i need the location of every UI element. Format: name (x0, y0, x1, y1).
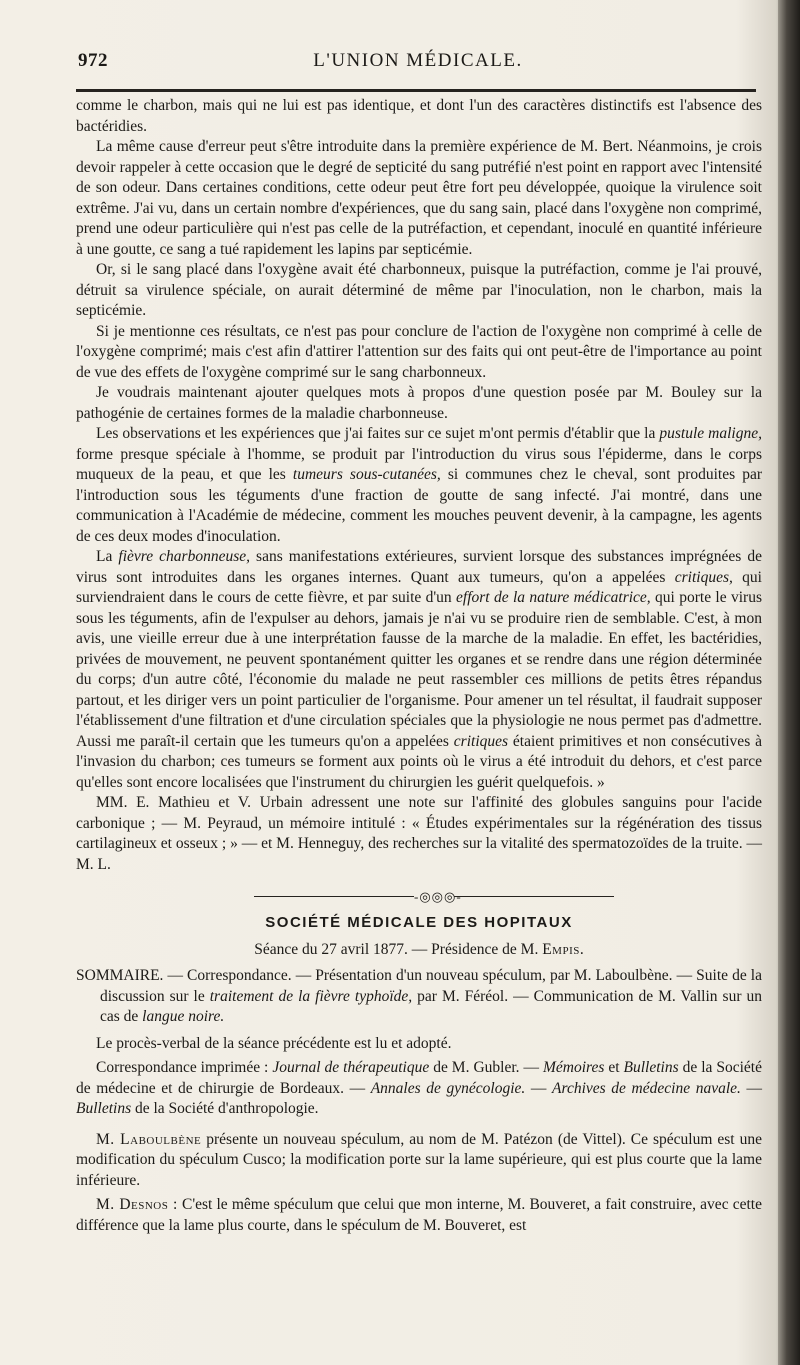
separator-line-left (254, 896, 414, 897)
paragraph-desnos: M. Desnos : C'est le même spéculum que celui que mon interne, M. Bouveret, a fait construire, avec cette différence que la lame plus courte, dans le spéculum de M. Bouveret, est (76, 1196, 762, 1234)
paragraph: Je voudrais maintenant ajouter quelques mots à propos d'une question posée par M. Bouley sur la pathogénie de certaines formes de la maladie charbonneuse. (76, 384, 762, 422)
paragraph-pustule: Les observations et les expériences que j'ai faites sur ce sujet m'ont permis d'établir que la pustule maligne, forme presque spéciale à l'homme, se produit par l'introduction du virus sous l'épiderme, dans le corps muqueux de la peau, et que les tumeurs sous-cutanées, si communes chez le cheval, sont produites par l'introduction sous les téguments d'une fraction de goutte de sang infecté. J'ai montré, dans une communication à l'Académie de médecine, comment les mouches peuvent devenir, à la campagne, les agents de ces deux modes d'inoculation. (76, 425, 762, 545)
separator-ornament: -◎◎◎- (414, 889, 462, 904)
seance-line: Séance du 27 avril 1877. — Présidence de M. Empis. (254, 940, 584, 958)
book-spine-shadow (778, 0, 800, 1365)
header-rule (76, 89, 756, 92)
paragraph: Si je mentionne ces résultats, ce n'est pas pour conclure de l'action de l'oxygène non comprimé à celle de l'oxygène comprimé; mais c'est afin d'attirer l'attention sur des faits qui ont peut-être de l'importance au point de vue des effets de l'oxygène comprimé sur le sang charbonneux. (76, 322, 762, 381)
paragraph: comme le charbon, mais qui ne lui est pas identique, et dont l'un des caractères distinctifs est l'absence des bactéridies. (76, 97, 762, 135)
paragraph-proces-verbal: Le procès-verbal de la séance précédente est lu et adopté. (96, 1034, 452, 1052)
article-body (76, 96, 762, 1236)
paragraph-fievre: La fièvre charbonneuse, sans manifestations extérieures, survient lorsque des substances imprégnées de virus sont introduites dans les organes internes. Quant aux tumeurs, qu'on a appelées critiques, qui surviendraient dans le cours de cette fièvre, et par suite d'un effort de la nature médicatrice, qui porte le virus sous les téguments, afin de l'expulser au dehors, jamais je n'ai vu se produire rien de semblable. C'est, à mon avis, une vieille erreur due à une interprétation fausse de la marche de la maladie. En effet, les bactéridies, privées de mouvement, ne peuvent spontanément quitter les organes et se rendre dans une région déterminée du corps; d'un autre côté, l'économie du malade ne peut rassembler ces millions de petits êtres répandus partout, et les diriger vers un point particulier de l'organisme. Pour amener un tel résultat, il faudrait supposer l'établissement d'une filtration et d'une circulation spéciales que la physiologie ne nous permet pas d'admettre. Aussi me paraît-il certain que les tumeurs qu'on a appelées critiques étaient primitives et non consécutives à l'invasion du charbon; ces tumeurs se forment aux points où le virus a été introduit du dehors, et c'est parce qu'elles sont encore localisées que l'instrument du chirurgien les guérit quelquefois. » (76, 548, 762, 791)
running-head: L'UNION MÉDICALE. (313, 50, 523, 71)
paragraph: La même cause d'erreur peut s'être introduite dans la première expérience de M. Bert. Néanmoins, je crois devoir rappeler à cette occasion que le degré de septicité du sang putréfié n'est point en rapport avec l'intensité de son odeur. Dans certaines conditions, cette odeur peut être fort peu développée, quoique la virulence soit extrême. J'ai vu, dans un certain nombre d'expériences, que du sang sain, placé dans l'oxygène non comprimé, prend une odeur particulière qui n'est pas celle de la putréfaction, et cependant, inoculé en quantité inférieure à une goutte, ce sang a tué rapidement les lapins par septicémie. (76, 138, 762, 258)
section-separator (76, 883, 762, 911)
sommaire: SOMMAIRE. — Correspondance. — Présentation d'un nouveau spéculum, par M. Laboulbène. — Suite de la discussion sur le traitement de la fièvre typhoïde, par M. Féréol. — Communication de M. Vallin sur un cas de langue noire. (76, 967, 762, 1025)
paragraph-correspondance: Correspondance imprimée : Journal de thérapeutique de M. Gubler. — Mémoires et Bulletins de la Société de médecine et de chirurgie de Bordeaux. — Annales de gynécologie. — Archives de médecine navale. — Bulletins de la Société d'anthropologie. (76, 1059, 763, 1117)
separator-line-right (454, 896, 614, 897)
paragraph: Or, si le sang placé dans l'oxygène avait été charbonneux, puisque la putréfaction, comme je l'ai prouvé, détruit sa virulence spéciale, on aurait déterminé de même par l'inoculation, non le charbon, mais la septicémie. (76, 261, 762, 319)
page-header (78, 48, 758, 80)
paragraph-laboulbene: M. Laboulbène présente un nouveau spéculum, au nom de M. Patézon (de Vittel). Ce spéculum est une modification du spéculum Cusco; la modification porte sur la lame supérieure, qui est plus courte que la lame inférieure. (76, 1130, 762, 1189)
paragraph-notes: MM. E. Mathieu et V. Urbain adressent une note sur l'affinité des globules sanguins pour l'acide carbonique ; — M. Peyraud, un mémoire intitulé : « Études expérimentales sur la régénération des tissus cartilagineux et osseux ; » — et M. Henneguy, des recherches sur la vitalité des spermatozoïdes de la truite. — M. L. (76, 794, 762, 873)
section-title: SOCIÉTÉ MÉDICALE DES HOPITAUX (265, 914, 573, 931)
page-number: 972 (78, 50, 108, 71)
